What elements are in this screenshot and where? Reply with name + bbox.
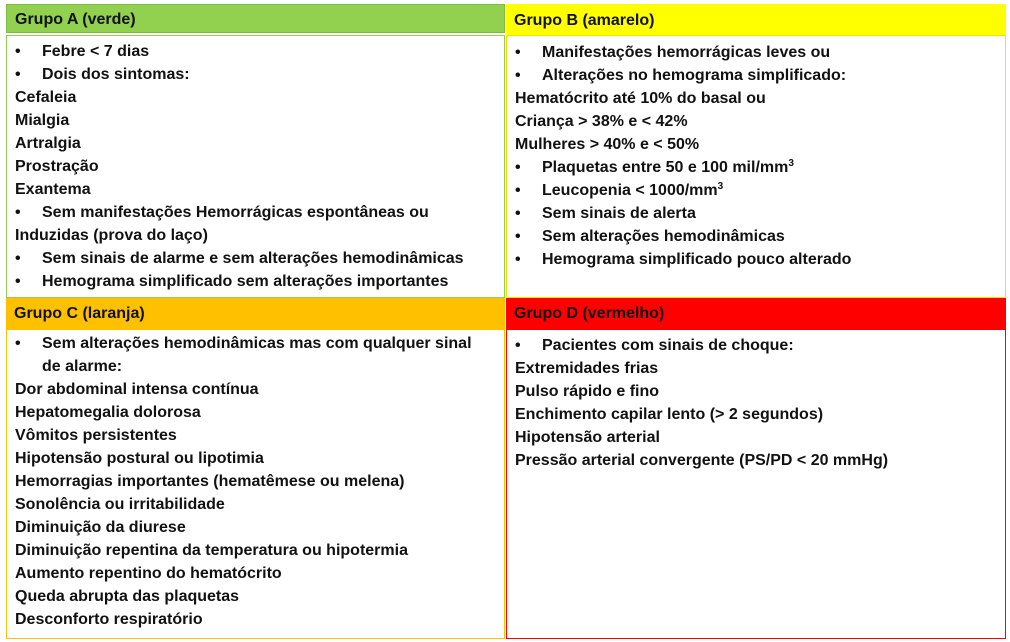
grupo-c-panel (6, 298, 505, 639)
leucopenia-text: Leucopenia < 1000/mm (542, 182, 718, 199)
grupo-c-line: Hepatomegalia dolorosa (15, 404, 201, 421)
grupo-a-line: • Sem manifestações Hemorrágicas espontâneas ou (15, 201, 504, 224)
grupo-d-line: • Pacientes com sinais de choque: (515, 334, 1005, 357)
grupo-a-line: Cefaleia (15, 89, 77, 106)
grupo-a-line: Prostração (15, 158, 99, 175)
grupo-a-panel (6, 4, 505, 298)
grupo-c-line: Aumento repentino do hematócrito (15, 565, 282, 582)
grupo-b-line: Mulheres > 40% e < 50% (515, 136, 700, 153)
grupo-d-panel (506, 298, 1006, 639)
grupo-a-line: Induzidas (prova do laço) (15, 227, 208, 244)
grupo-c-line: Desconforto respiratório (15, 611, 203, 628)
grupo-a-line: • Febre < 7 dias (15, 40, 504, 63)
grupo-d-line: Enchimento capilar lento (> 2 segundos) (515, 406, 824, 423)
grupo-b-line: Criança > 38% e < 42% (515, 113, 688, 130)
grupo-b-line (515, 179, 1005, 202)
grupo-c-body (6, 329, 505, 639)
grupo-b-header: Grupo B (amarelo) (506, 4, 1006, 35)
grupo-b-line: • Manifestações hemorrágicas leves ou (515, 41, 1005, 64)
grupo-c-line: Diminuição repentina da temperatura ou hipotermia (15, 542, 408, 559)
grupo-c-line: • Sem alterações hemodinâmicas mas com qualquer sinal (15, 332, 504, 355)
grupo-c-line: Sonolência ou irritabilidade (15, 496, 225, 513)
grupo-c-line: Hipotensão postural ou lipotimia (15, 450, 264, 467)
grupo-a-line: • Sem sinais de alarme e sem alterações hemodinâmicas (15, 247, 504, 270)
grupo-d-line: Extremidades frias (515, 360, 659, 377)
grupo-d-line: Pressão arterial convergente (PS/PD < 20 mmHg) (515, 452, 889, 469)
grupo-c-line: Diminuição da diurese (15, 519, 186, 536)
grupo-a-body (6, 35, 505, 298)
grupo-c-line: Queda abrupta das plaquetas (15, 588, 240, 605)
grupo-a-line: Artralgia (15, 135, 81, 152)
grupo-c-line: Vômitos persistentes (15, 427, 177, 444)
grupo-b-body (506, 35, 1006, 298)
grupo-d-line: Pulso rápido e fino (515, 383, 660, 400)
grupo-c-header: Grupo C (laranja) (6, 298, 505, 329)
grupo-b-line (515, 156, 1005, 179)
grupo-b-line: Hematócrito até 10% do basal ou (515, 90, 766, 107)
grupo-a-line: • Dois dos sintomas: (15, 63, 504, 86)
grupo-b-line: • Alterações no hemograma simplificado: (515, 64, 1005, 87)
grupo-a-line: • Hemograma simplificado sem alterações importantes (15, 270, 504, 293)
grupo-c-line: Dor abdominal intensa contínua (15, 381, 259, 398)
grupo-a-line: Mialgia (15, 112, 70, 129)
plaquetas-text: Plaquetas entre 50 e 100 mil/mm (542, 159, 789, 176)
grupo-b-line: • Sem sinais de alerta (515, 202, 1005, 225)
grupo-d-line: Hipotensão arterial (515, 429, 660, 446)
grupo-b-line: • Hemograma simplificado pouco alterado (515, 248, 1005, 271)
superscript: 3 (788, 158, 794, 169)
grupo-c-line: de alarme: (42, 358, 123, 375)
grupo-d-body (506, 329, 1006, 639)
grupo-b-panel (506, 4, 1006, 298)
grupo-a-header: Grupo A (verde) (6, 4, 505, 33)
grupo-c-line: Hemorragias importantes (hematêmese ou melena) (15, 473, 405, 490)
grupo-d-header: Grupo D (vermelho) (506, 298, 1006, 329)
superscript: 3 (717, 181, 724, 192)
grupo-b-line: • Sem alterações hemodinâmicas (515, 225, 1005, 248)
grupo-a-line: Exantema (15, 181, 91, 198)
